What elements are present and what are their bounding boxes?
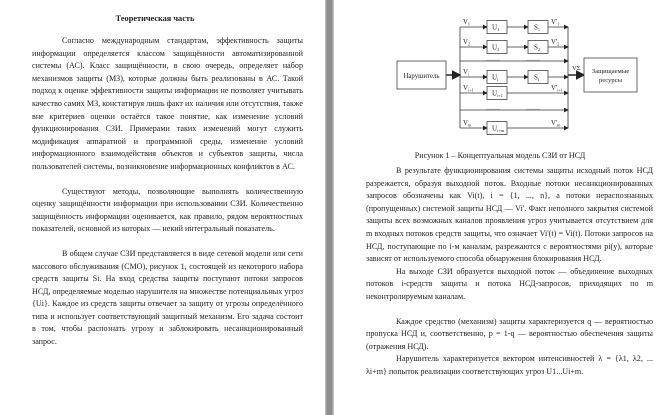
paragraph-network-model: В общем случае СЗИ представляется в виде сетевой модели или сети массового обслуживания (СМО), рисунок 1, состоящей из некоторого набора средств защиты Si. На вход средства защиты поступают потоки запросов НСД, определяемые моделью нарушителя на множестве потенциальных угроз {Ui}. Каждое из средств защиты отвечает за защиту от угрозы определённого типа и использует соответствующий защитный механизм. Его задача состоит в том, чтобы распознать угрозу и заблокировать несанкционированный запрос. [32,248,303,347]
paragraph-output-flow: На выходе СЗИ образуется выходной поток — объединение выходных потоков i-средств защиты и потока НСД-запросов, приходящих по m неконтролируемым каналам. [366,266,653,301]
paragraph-mechanism: Каждое средство (механизм) защиты характеризуется q — вероятностью пропуска НСД и, соответственно, p = 1-q — вероятностью обеспечения защиты (отражения НСД). [366,316,653,351]
protection-label-0: $S_1$ [534,23,541,32]
left-body-text [32,35,303,349]
ellipsis-left-0: ······· [486,58,500,64]
v-sum-label: VΣ [572,65,581,72]
paragraph-flow-result: В результате функционирования системы защиты исходный поток НСД разрежается, образуя выходной поток. Входные потоки несанкционированных запросов обозначены как Vi(t), i = {1, ..., n}, а потоки нераспознанных (пропущенных) системой защиты НСД — Vi'. Факт неполного закрытия системой защиты всех возможных каналов проявления угроз учитывается отсутствием для m входных потоков средств защиты, что означает Vi'(t) = Vi(t). Потоки запросов на НСД, поступающие по i-м каналам, разрежаются с вероятностями pi(y), которые зависят от используемого способа обнаружения блокирования НСД. [366,166,653,264]
protected-resources-box [584,58,637,92]
threat-label-0: $U_1$ [492,23,500,32]
threat-label-3: $U_{i+1}$ [492,89,503,98]
paragraph-intruder: Нарушитель характеризуется вектором интенсивностей λ = {λ1, λ2, ... λi+m} попыток реализации соответствующих угроз U1...Ui+m. [366,354,653,376]
paragraph-methods: Существуют методы, позволяющие выполнять количественную оценку защищённости информации при использовании СЗИ. Количественно защищённость информации оценивается, как правило, рядом вероятностных показателей, основной из которых — некий интегральный показатель. [32,186,303,234]
output-flow-label-1: $V'_2$ [551,39,560,47]
protected-resources-label-2: ресурсы [598,77,623,84]
right-body-text [366,165,653,379]
output-flow-label-4: $V'_m$ [551,120,561,128]
section-title: Теоретическая часть [115,14,195,23]
document-page-right [334,0,666,415]
input-flow-label-0: $V_1$ [463,19,471,27]
intruder-label: Нарушитель [403,73,440,80]
output-flow-label-0: $V'_1$ [551,19,560,27]
protected-resources-label-1: Защищаемые [591,68,630,75]
page-separator [325,0,334,415]
ellipsis-right-1: ······· [526,107,540,113]
threat-label-2: $U_i$ [492,73,499,82]
threat-label-1: $U_2$ [492,43,500,52]
protection-label-1: $S_2$ [534,43,541,52]
threat-label-4: $U_{i+m}$ [492,124,505,133]
input-flow-label-1: $V_2$ [463,39,471,47]
protection-label-2: $S_i$ [534,73,540,82]
paragraph-standards: Согласно международным стандартам, эффективность защиты информации определяется классом защищённости автоматизированной системы (АС). Класс защищённости, в свою очередь, определяет набор механизмов защиты (МЗ), которые должны быть реализованы в АС. Такой подход к оценке эффективности защиты информации не позволяет учитывать качество самих МЗ, констатируя лишь факт их наличия или отсутствия, также вне критериев оценки остаётся такое понятие, как изменение условий функционирования СЗИ. Примерами таких изменений могут служить модификация аппаратной и программной среды, изменение условий информационного взаимодействия объектов и субъектов защиты, числа пользователей системы, возникновение информационных конфликтов в АС. [32,36,303,171]
output-flow-label-3: $V'_{i+1}$ [551,85,563,93]
input-flow-label-3: $V_{i+1}$ [463,85,474,93]
ellipsis-left-1: ······· [486,107,500,113]
input-flow-label-4: $V_m$ [463,120,472,128]
document-page-left [0,0,325,415]
ellipsis-right-0: ······· [526,58,540,64]
input-flow-label-2: $V_i$ [463,69,470,77]
concept-model-diagram [334,0,666,145]
figure-caption: Рисунок 1 – Концептуальная модель СЗИ от НСД [414,151,586,160]
